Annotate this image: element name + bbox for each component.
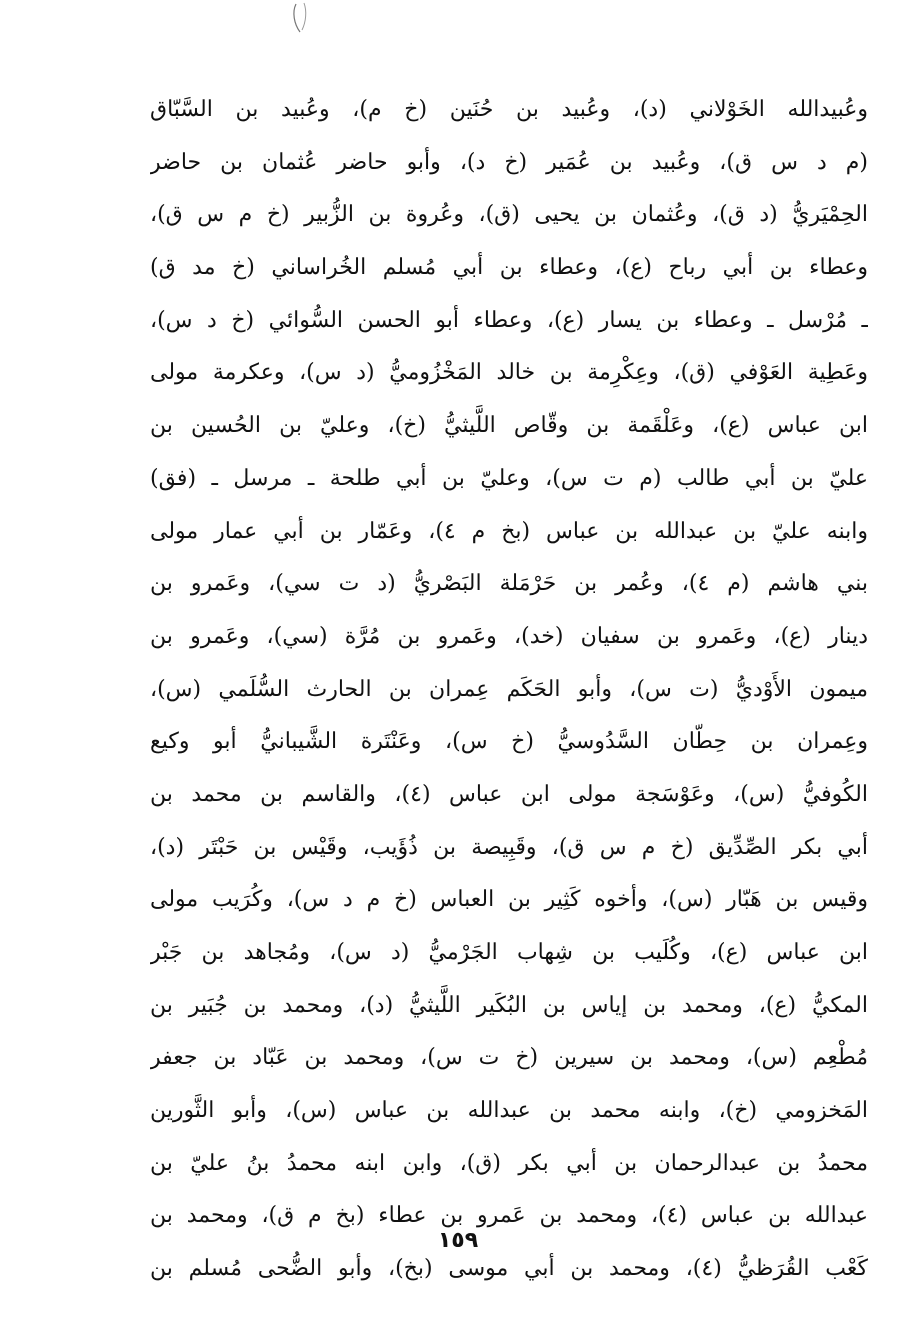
text-line-5: ـ مُرْسل ـ وعطاء بن يسار (ع)، وعطاء أبو الحسن السُّوائي (خ د س)، [150,307,868,333]
text-line-23: كَعْب القُرَظيُّ (٤)، ومحمد بن أبي موسى (بخ)، وأبو الضُّحى مُسلم بن [150,1256,868,1282]
text-line-13: وعِمران بن حِطّان السَّدُوسيُّ (خ س)، وعَنْتَرة الشَّيبانيُّ أبو وكيع [150,729,868,755]
text-line-6: وعَطِية العَوْفي (ق)، وعِكْرِمة بن خالد المَخْزُوميُّ (د س)، وعكرمة مولى [150,360,868,386]
page-edge-mark [290,2,312,34]
text-line-10: بني هاشم (م ٤)، وعُمر بن حَرْمَلة البَصْريُّ (د ت سي)، وعَمرو بن [150,571,868,597]
text-line-12: ميمون الأَوْديُّ (ت س)، وأبو الحَكَم عِمران بن الحارث السُّلَمي (س)، [150,676,868,702]
text-line-15: أبي بكر الصِّدِّيق (خ م س ق)، وقَبِيصة بن ذُؤَيب، وقَيْس بن حَبْتَر (د)، [150,834,868,860]
body-text [150,84,868,1296]
text-line-2: (م د س ق)، وعُبيد بن عُمَير (خ د)، وأبو حاضر عُثمان بن حاضر [150,149,868,175]
text-line-3: الحِمْيَريُّ (د ق)، وعُثمان بن يحيى (ق)، وعُروة بن الزُّبير (خ م س ق)، [150,202,868,228]
text-line-22: عبدالله بن عباس (٤)، ومحمد بن عَمرو بن عطاء (بخ م ق)، ومحمد بن [150,1203,868,1229]
text-line-21: محمدُ بن عبدالرحمان بن أبي بكر (ق)، وابن ابنه محمدُ بنُ عليّ بن [150,1150,868,1176]
text-line-16: وقيس بن هَبّار (س)، وأخوه كَثِير بن العباس (خ م د س)، وكُرَيب مولى [150,887,868,913]
text-line-17: ابن عباس (ع)، وكُلَيب بن شِهاب الجَرْميُّ (د س)، ومُجاهد بن جَبْر [150,940,868,965]
text-line-18: المكيُّ (ع)، ومحمد بن إياس بن البُكَير اللَّيثيُّ (د)، ومحمد بن جُبَير بن [150,992,868,1018]
text-line-1: وعُبيدالله الخَوْلاني (د)، وعُبيد بن حُنَين (خ م)، وعُبيد بن السَّبّاق [150,97,868,122]
text-line-14: الكُوفيُّ (س)، وعَوْسَجة مولى ابن عباس (٤)، والقاسم بن محمد بن [150,781,868,807]
text-line-11: دينار (ع)، وعَمرو بن سفيان (خد)، وعَمرو بن مُرَّة (سي)، وعَمرو بن [150,623,868,649]
text-line-19: مُطْعِم (س)، ومحمد بن سيرين (خ ت س)، ومحمد بن عَبّاد بن جعفر [150,1045,868,1071]
text-line-7: ابن عباس (ع)، وعَلْقَمة بن وقّاص اللَّيثيُّ (خ)، وعليّ بن الحُسين بن [150,413,868,439]
text-line-8: عليّ بن أبي طالب (م ت س)، وعليّ بن أبي طلحة ـ مرسل ـ (فق) [150,465,868,491]
text-line-9: وابنه عليّ بن عبدالله بن عباس (بخ م ٤)، وعَمّار بن أبي عمار مولى [150,518,868,544]
text-line-4: وعطاء بن أبي رباح (ع)، وعطاء بن أبي مُسلم الخُراساني (خ مد ق) [150,255,868,281]
text-line-20: المَخزومي (خ)، وابنه محمد بن عبدالله بن عباس (س)، وأبو الثَّورين [150,1098,868,1124]
page-number: ١٥٩ [437,1228,479,1253]
